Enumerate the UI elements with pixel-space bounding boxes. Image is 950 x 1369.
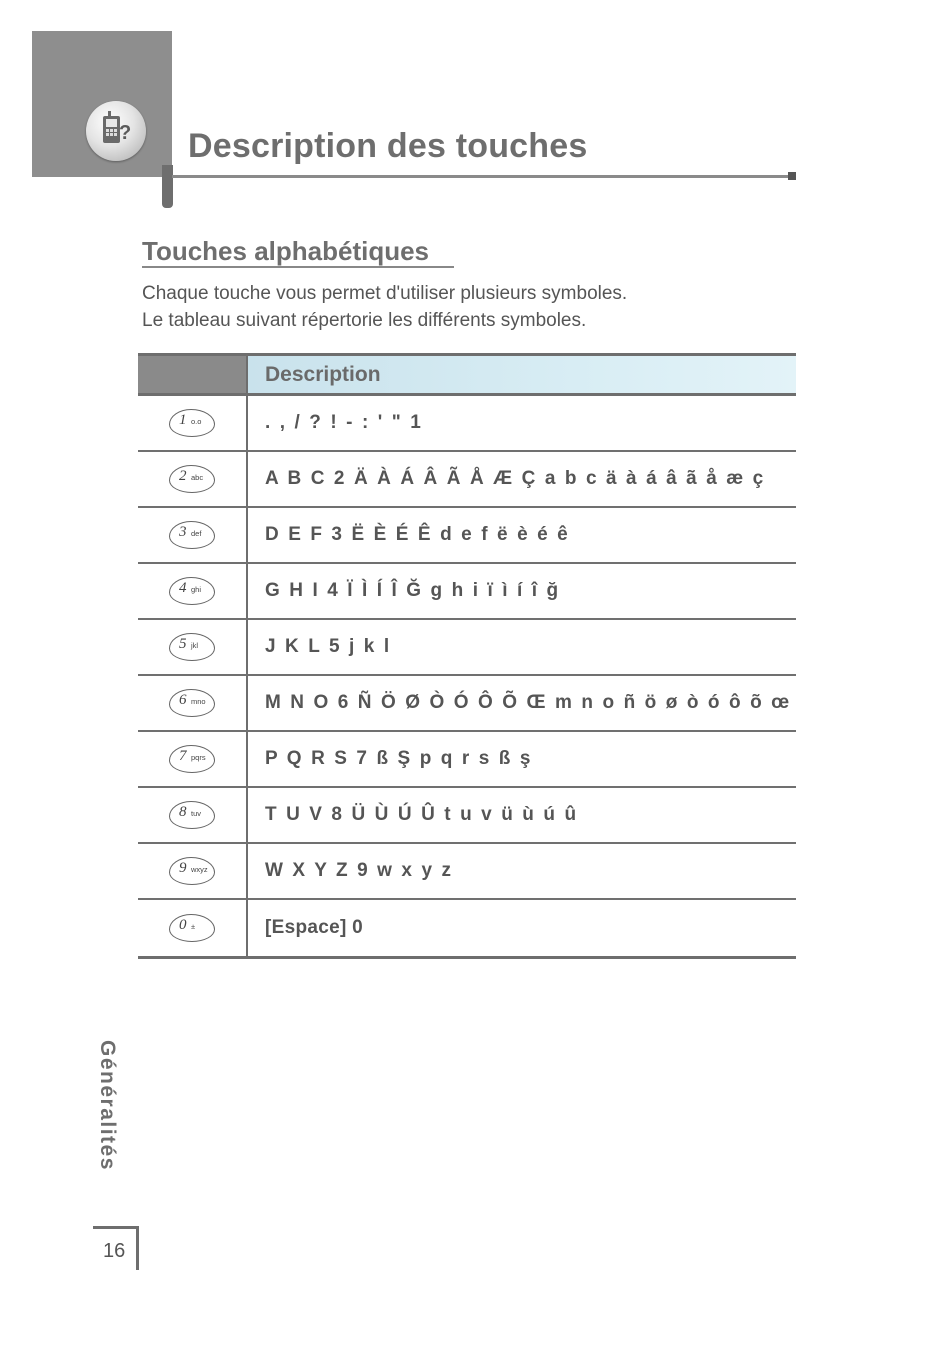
header-vertical-rule [162,165,173,208]
key-2-icon: 2 abc [169,465,215,493]
header-rule-end [788,172,796,180]
table-header-key [138,355,247,395]
symbols-cell: M N O 6 Ñ Ö Ø Ò Ó Ô Õ Œ m n o ñ ö ø ò ó ô õ œ [247,675,796,731]
table-row [138,451,796,507]
key-6-icon: 6 mno [169,689,215,717]
key-7-icon: 7 pqrs [169,745,215,773]
table-header-description: Description [247,355,796,395]
key-3-icon: 3 def [169,521,215,549]
key-5-icon: 5 jkl [169,633,215,661]
symbols-cell: T U V 8 Ü Ù Ú Û t u v ü ù ú û [247,787,796,843]
table-header-row [138,355,796,395]
symbols-cell: D E F 3 Ë È É Ê d e f ë è é ê [247,507,796,563]
table-row [138,619,796,675]
page-title: Description des touches [188,127,588,165]
section-title: Touches alphabétiques [142,236,430,266]
symbols-cell: J K L 5 j k l [247,619,796,675]
key-1-icon: 1 o.o [169,409,215,437]
side-rule [93,1226,139,1229]
table-row [138,563,796,619]
intro-line: Le tableau suivant répertorie les différents symboles. [142,310,587,331]
symbols-cell: G H I 4 Ï Ì Í Î Ğ g h i ï ì í î ğ [247,563,796,619]
svg-text:?: ? [119,122,132,144]
key-8-icon: 8 tuv [169,801,215,829]
intro-line: Chaque touche vous permet d'utiliser plusieurs symboles. [142,283,628,304]
table-row [138,675,796,731]
key-9-icon: 9 wxyz [169,857,215,885]
chapter-side-label: Généralités [96,1040,119,1171]
intro-text [142,280,782,334]
table-row [138,507,796,563]
table-row [138,843,796,899]
table-row [138,787,796,843]
phone-help-icon [86,101,146,161]
symbols-cell: A B C 2 Ä À Á Â Ã Å Æ Ç a b c ä à á â ã å æ ç [247,451,796,507]
symbols-cell: W X Y Z 9 w x y z [247,843,796,899]
page-number: 16 [103,1240,126,1262]
section-underline [142,266,454,268]
table-row [138,731,796,787]
table-row [138,899,796,958]
symbols-cell: . , / ? ! - : ' " 1 [247,395,796,452]
keys-table [138,353,796,959]
symbols-cell: [Espace] 0 [247,899,796,958]
key-0-icon: 0 ± [169,914,215,942]
key-4-icon: 4 ghi [169,577,215,605]
page-number-rule [136,1226,139,1270]
table-row [138,395,796,452]
header-rule [172,175,792,178]
symbols-cell: P Q R S 7 ß Ş p q r s ß ş [247,731,796,787]
